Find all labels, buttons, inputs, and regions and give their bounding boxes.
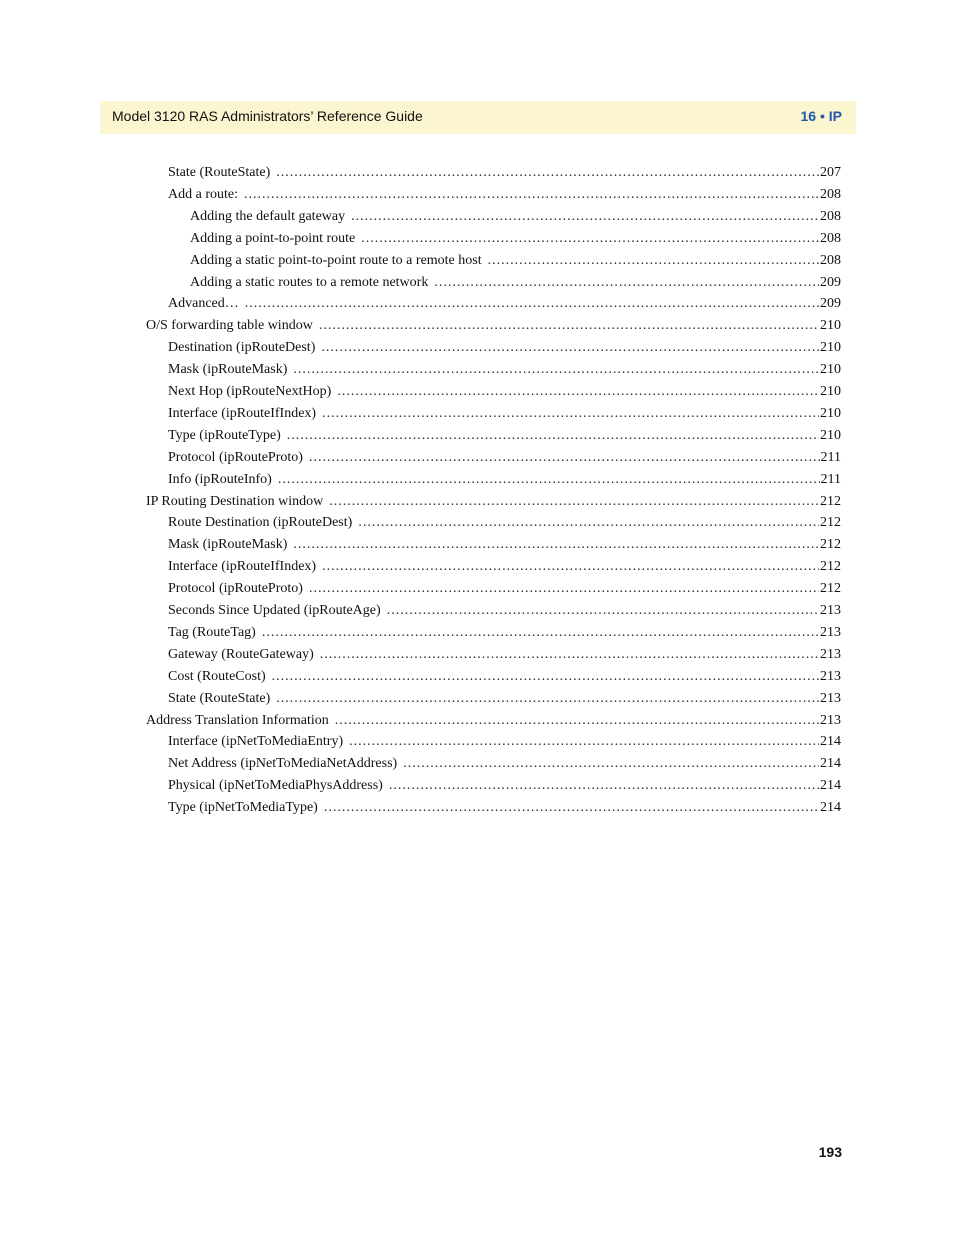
toc-entry-label: Destination (ipRouteDest) <box>168 340 316 355</box>
toc-entry-page: 208 <box>820 253 841 268</box>
toc-entry-label: Mask (ipRouteMask) <box>168 362 288 377</box>
dot-leader <box>322 557 819 577</box>
toc-entry-label: Adding a static point-to-point route to a remote host <box>190 253 482 268</box>
dot-leader <box>244 185 819 205</box>
toc-entry[interactable] <box>168 535 841 555</box>
toc-entry-page: 210 <box>820 318 841 333</box>
toc-entry[interactable] <box>168 185 841 205</box>
toc-entry[interactable] <box>146 711 841 731</box>
dot-leader <box>488 251 819 271</box>
toc-entry-page: 210 <box>820 406 841 421</box>
toc-entry-page: 213 <box>820 691 841 706</box>
dot-leader <box>335 711 819 731</box>
toc-entry[interactable] <box>168 579 841 599</box>
toc-entry[interactable] <box>146 492 841 512</box>
dot-leader <box>403 754 819 774</box>
dot-leader <box>389 776 819 796</box>
toc-entry[interactable] <box>168 557 841 577</box>
toc-entry-page: 214 <box>820 734 841 749</box>
dot-leader <box>276 689 819 709</box>
toc-entry-label: Adding a static routes to a remote network <box>190 275 429 290</box>
dot-leader <box>361 229 819 249</box>
toc-entry-label: Interface (ipRouteIfIndex) <box>168 406 317 421</box>
toc-entry-label: Info (ipRouteInfo) <box>168 472 272 487</box>
toc-entry[interactable] <box>168 645 841 665</box>
dot-leader <box>337 382 819 402</box>
toc-entry-label: Type (ipRouteType) <box>168 428 281 443</box>
toc-entry-page: 214 <box>820 756 841 771</box>
toc-entry-label: State (RouteState) <box>168 691 271 706</box>
toc-entry-label: State (RouteState) <box>168 165 271 180</box>
toc-entry-label: Adding a point-to-point route <box>190 231 356 246</box>
toc-entry-label: Protocol (ipRouteProto) <box>168 581 303 596</box>
toc-entry-label: Gateway (RouteGateway) <box>168 647 314 662</box>
dot-leader <box>329 492 819 512</box>
toc-entry-label: Physical (ipNetToMediaPhysAddress) <box>168 778 383 793</box>
dot-leader <box>293 360 819 380</box>
toc-entry[interactable] <box>168 601 841 621</box>
toc-entry[interactable] <box>168 667 841 687</box>
toc-entry-page: 208 <box>820 187 841 202</box>
toc-entry-label: O/S forwarding table window <box>146 318 313 333</box>
toc-entry-label: Tag (RouteTag) <box>168 625 256 640</box>
dot-leader <box>434 273 819 293</box>
dot-leader <box>262 623 819 643</box>
page-number: 193 <box>818 1144 842 1160</box>
dot-leader <box>287 426 819 446</box>
toc-entry-page: 214 <box>820 778 841 793</box>
dot-leader <box>245 294 819 314</box>
toc-entry-page: 207 <box>820 165 841 180</box>
toc-entry-page: 213 <box>820 713 841 728</box>
toc-entry-label: Protocol (ipRouteProto) <box>168 450 303 465</box>
toc-entry-page: 212 <box>820 515 841 530</box>
dot-leader <box>351 207 819 227</box>
document-title: Model 3120 RAS Administrators’ Reference Guide <box>112 108 423 124</box>
toc-entry[interactable] <box>168 798 841 818</box>
dot-leader <box>322 404 819 424</box>
toc-entry[interactable] <box>190 251 841 271</box>
dot-leader <box>278 470 820 490</box>
toc-entry-page: 208 <box>820 209 841 224</box>
toc-entry-label: Net Address (ipNetToMediaNetAddress) <box>168 756 398 771</box>
toc-entry-label: Interface (ipNetToMediaEntry) <box>168 734 344 749</box>
toc-entry-label: Next Hop (ipRouteNextHop) <box>168 384 332 399</box>
toc-entry-page: 212 <box>820 581 841 596</box>
dot-leader <box>320 645 819 665</box>
toc-entry-label: Type (ipNetToMediaType) <box>168 800 318 815</box>
dot-leader <box>358 513 819 533</box>
toc-entry[interactable] <box>168 426 841 446</box>
dot-leader <box>319 316 819 336</box>
toc-entry[interactable] <box>168 732 841 752</box>
toc-entry-page: 209 <box>820 296 841 311</box>
toc-entry[interactable] <box>168 689 841 709</box>
toc-entry-page: 212 <box>820 494 841 509</box>
toc-entry-label: Advanced… <box>168 296 239 311</box>
toc-entry-page: 210 <box>820 340 841 355</box>
toc-entry-page: 212 <box>820 559 841 574</box>
toc-entry[interactable] <box>190 207 841 227</box>
toc-entry-page: 210 <box>820 362 841 377</box>
dot-leader <box>309 579 819 599</box>
toc-entry-label: Interface (ipRouteIfIndex) <box>168 559 317 574</box>
toc-entry[interactable] <box>168 470 841 490</box>
chapter-label: 16 • IP <box>800 108 842 124</box>
dot-leader <box>387 601 819 621</box>
toc-entry-label: Adding the default gateway <box>190 209 346 224</box>
toc-entry-page: 210 <box>820 384 841 399</box>
dot-leader <box>276 163 819 183</box>
toc-entry-label: Mask (ipRouteMask) <box>168 537 288 552</box>
running-header <box>100 101 856 134</box>
toc-entry-page: 210 <box>820 428 841 443</box>
toc-entry[interactable] <box>168 513 841 533</box>
toc-entry[interactable] <box>190 273 841 293</box>
toc-entry-page: 209 <box>820 275 841 290</box>
toc-entry[interactable] <box>190 229 841 249</box>
toc-entry-label: Cost (RouteCost) <box>168 669 266 684</box>
toc-entry-page: 211 <box>820 450 841 465</box>
toc-entry-page: 213 <box>820 669 841 684</box>
dot-leader <box>321 338 819 358</box>
toc-entry-label: Address Translation Information <box>146 713 329 728</box>
dot-leader <box>293 535 819 555</box>
dot-leader <box>272 667 819 687</box>
toc-entry-page: 213 <box>820 625 841 640</box>
dot-leader <box>349 732 819 752</box>
toc-entry-page: 212 <box>820 537 841 552</box>
toc-entry-page: 213 <box>820 603 841 618</box>
toc-entry[interactable] <box>168 338 841 358</box>
toc-entry[interactable] <box>168 360 841 380</box>
toc-entry-page: 208 <box>820 231 841 246</box>
toc-entry-page: 214 <box>820 800 841 815</box>
toc-entry[interactable] <box>168 754 841 774</box>
toc-entry-label: IP Routing Destination window <box>146 494 324 509</box>
toc-entry[interactable] <box>168 294 841 314</box>
toc-entry[interactable] <box>168 163 841 183</box>
toc-entry-label: Seconds Since Updated (ipRouteAge) <box>168 603 381 618</box>
toc-entry[interactable] <box>168 623 841 643</box>
toc-entry[interactable] <box>168 776 841 796</box>
toc-entry-label: Add a route: <box>168 187 238 202</box>
dot-leader <box>324 798 819 818</box>
toc-entry[interactable] <box>146 316 841 336</box>
toc-entry[interactable] <box>168 448 841 468</box>
toc-entry[interactable] <box>168 382 841 402</box>
dot-leader <box>309 448 820 468</box>
toc-entry-label: Route Destination (ipRouteDest) <box>168 515 353 530</box>
toc-entry-page: 213 <box>820 647 841 662</box>
toc-entry[interactable] <box>168 404 841 424</box>
toc-entry-page: 211 <box>820 472 841 487</box>
